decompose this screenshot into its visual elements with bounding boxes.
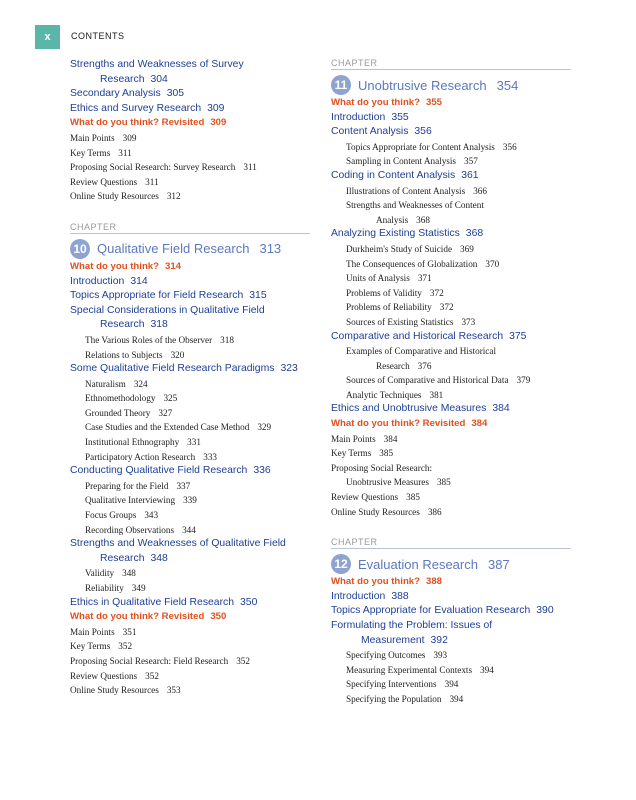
toc-entry[interactable] <box>70 131 310 146</box>
toc-entry-page-number: 323 <box>280 363 298 375</box>
toc-entry-title: Participatory Action Research <box>85 451 196 462</box>
toc-entry-page-number: 388 <box>426 576 443 588</box>
toc-entry[interactable] <box>70 333 310 348</box>
toc-entry-title: Conducting Qualitative Field Research <box>70 465 248 477</box>
toc-entry-page-number: 361 <box>461 169 479 181</box>
toc-entry[interactable] <box>70 464 310 479</box>
toc-entry-page-number: 373 <box>461 316 476 327</box>
toc-left-column <box>70 58 310 698</box>
toc-entry-title: Examples of Comparative and Historical <box>346 346 497 357</box>
toc-entry-page-number: 352 <box>236 655 250 666</box>
toc-entry-title: What do you think? <box>331 97 420 108</box>
toc-entry-page-number: 311 <box>118 147 132 158</box>
toc-entry[interactable] <box>70 566 310 581</box>
toc-entry-title: Review Questions <box>331 492 399 503</box>
toc-entry[interactable] <box>70 146 310 161</box>
toc-entry-page-number: 351 <box>122 626 137 637</box>
toc-entry[interactable] <box>70 391 310 406</box>
toc-entry[interactable] <box>331 125 571 140</box>
chapter-title: Unobtrusive Research 354 <box>358 77 519 93</box>
toc-entry-title: Qualitative Interviewing <box>85 495 176 506</box>
toc-entry-title: Ethnomethodology <box>85 393 156 404</box>
toc-entry[interactable] <box>331 505 571 520</box>
toc-entry[interactable] <box>331 330 571 345</box>
toc-entry-page-number: 376 <box>417 360 432 371</box>
page-number-badge: x <box>35 25 60 49</box>
toc-entry[interactable] <box>70 610 310 625</box>
toc-entry-title: Online Study Resources <box>331 506 420 517</box>
toc-entry-page-number: 394 <box>480 664 494 675</box>
toc-entry-page-number: 357 <box>464 156 478 167</box>
toc-entry-page-number: 370 <box>485 258 500 269</box>
toc-entry[interactable] <box>331 169 571 184</box>
toc-entry[interactable] <box>70 493 310 508</box>
toc-entry[interactable] <box>70 420 310 435</box>
toc-entry[interactable] <box>331 154 571 169</box>
toc-entry-page-number: 305 <box>166 88 185 100</box>
toc-entry-title-continued: Measurement <box>361 634 425 646</box>
toc-entry[interactable] <box>331 446 571 461</box>
toc-entry-page-number: 348 <box>150 552 168 564</box>
toc-entry[interactable] <box>70 639 310 654</box>
toc-entry-page-number: 350 <box>240 596 258 608</box>
toc-entry[interactable] <box>70 377 310 392</box>
chapter-heading[interactable] <box>70 233 310 260</box>
toc-entry-title: Formulating the Problem: Issues of <box>331 620 493 631</box>
toc-entry-title-continued: Analysis <box>376 214 409 225</box>
toc-entry[interactable] <box>331 575 571 590</box>
toc-entry-title-continued: Research <box>100 552 145 564</box>
toc-entry[interactable] <box>331 604 571 619</box>
toc-entry-title: Focus Groups <box>85 510 137 521</box>
toc-entry-page-number: 337 <box>176 480 191 491</box>
chapter-heading[interactable] <box>331 69 571 96</box>
toc-entry[interactable] <box>70 87 310 102</box>
toc-entry-page-number: 325 <box>163 393 178 404</box>
toc-entry-title: Analytic Techniques <box>346 389 422 400</box>
toc-entry-title: Comparative and Historical Research <box>331 330 504 342</box>
toc-entry-page-number: 343 <box>144 510 159 521</box>
toc-entry[interactable] <box>331 111 571 126</box>
toc-entry-title: Secondary Analysis <box>70 88 161 100</box>
chapter-number-badge: 10 <box>70 239 90 259</box>
chapter-10-entries <box>70 260 310 698</box>
toc-entry-title: Topics Appropriate for Content Analysis <box>346 141 495 152</box>
toc-entry-title: Online Study Resources <box>70 685 159 696</box>
toc-entry-title: Proposing Social Research: <box>331 462 433 473</box>
toc-entry-page-number: 320 <box>170 349 185 360</box>
toc-entry-page-number: 318 <box>150 319 168 331</box>
toc-entry-title: Strengths and Weaknesses of Qualitative Field <box>70 538 286 550</box>
toc-entry[interactable] <box>70 289 310 304</box>
toc-entry[interactable] <box>70 58 310 87</box>
toc-entry-page-number: 394 <box>444 679 459 690</box>
toc-entry-title: Validity <box>85 568 115 579</box>
toc-entry[interactable] <box>331 242 571 257</box>
toc-entry-title: Content Analysis <box>331 126 409 138</box>
toc-entry-title: Analyzing Existing Statistics <box>331 228 460 240</box>
toc-entry[interactable] <box>70 116 310 131</box>
page-header <box>0 0 636 50</box>
toc-entry-title: Proposing Social Research: Field Research <box>70 655 229 666</box>
toc-entry-page-number: 381 <box>429 389 444 400</box>
toc-entry-title: Coding in Content Analysis <box>331 169 456 181</box>
toc-entry-page-number: 315 <box>249 290 267 302</box>
toc-entry-title: Strengths and Weaknesses of Content <box>346 200 484 211</box>
toc-entry-page-number: 348 <box>122 568 136 579</box>
toc-entry-page-number: 331 <box>187 437 201 448</box>
toc-entry-title: Preparing for the Field <box>85 480 169 491</box>
toc-entry[interactable] <box>331 184 571 199</box>
toc-entry-title: Introduction <box>331 111 386 123</box>
toc-entry[interactable] <box>70 581 310 596</box>
toc-entry-page-number: 329 <box>257 422 272 433</box>
toc-entry[interactable] <box>331 461 571 490</box>
toc-entry[interactable] <box>70 508 310 523</box>
toc-entry[interactable] <box>70 683 310 698</box>
toc-entry-page-number: 314 <box>130 275 148 287</box>
toc-entry-page-number: 355 <box>426 97 443 108</box>
toc-entry-page-number: 385 <box>379 448 394 459</box>
toc-entry-page-number: 309 <box>122 132 137 143</box>
toc-entry[interactable] <box>70 479 310 494</box>
toc-entry-title: Problems of Reliability <box>346 302 432 313</box>
toc-entry[interactable] <box>331 677 571 692</box>
toc-entry-title: Ethics in Qualitative Field Research <box>70 596 235 608</box>
toc-entry-page-number: 350 <box>210 611 227 623</box>
toc-entry-page-number: 386 <box>427 506 442 517</box>
toc-entry-page-number: 311 <box>243 162 257 173</box>
toc-entry-page-number: 379 <box>516 375 531 386</box>
toc-entry-title: Special Considerations in Qualitative Field <box>70 304 265 316</box>
toc-entry[interactable] <box>70 654 310 669</box>
toc-entry-page-number: 333 <box>203 451 217 462</box>
toc-entry[interactable] <box>70 160 310 175</box>
toc-entry-title: Specifying Interventions <box>346 679 437 690</box>
toc-entry-page-number: 368 <box>465 228 484 240</box>
toc-entry-page-number: 352 <box>145 670 159 681</box>
toc-entry[interactable] <box>70 406 310 421</box>
toc-entry-title: What do you think? <box>70 260 159 272</box>
toc-entry-title: Main Points <box>70 626 115 637</box>
toc-entry[interactable] <box>70 596 310 611</box>
chapter-11-entries <box>331 96 571 519</box>
toc-entry-title: Ethics and Unobtrusive Measures <box>331 403 487 415</box>
toc-entry-title: Specifying the Population <box>346 693 442 704</box>
toc-entry-title: Units of Analysis <box>346 273 410 284</box>
toc-entry[interactable] <box>331 388 571 403</box>
toc-entry-page-number: 349 <box>131 583 146 593</box>
toc-entry[interactable] <box>70 304 310 333</box>
toc-entry-title: Key Terms <box>70 641 111 652</box>
toc-entry-page-number: 304 <box>150 73 168 85</box>
toc-entry[interactable] <box>70 450 310 465</box>
toc-entry-page-number: 339 <box>183 495 197 506</box>
toc-entry-title-continued: Research <box>100 319 145 331</box>
toc-entry-page-number: 355 <box>391 111 409 123</box>
toc-entry-title: Topics Appropriate for Field Research <box>70 290 244 302</box>
toc-entry[interactable] <box>70 102 310 117</box>
toc-entry-page-number: 388 <box>391 590 409 602</box>
toc-entry[interactable] <box>70 625 310 640</box>
chapter-number-badge: 12 <box>331 554 351 574</box>
toc-entry[interactable] <box>70 362 310 377</box>
chapter-number-badge: 11 <box>331 75 351 95</box>
toc-entry-page-number: 314 <box>165 260 182 272</box>
toc-entry[interactable] <box>331 140 571 155</box>
toc-entry[interactable] <box>70 669 310 684</box>
toc-entry-page-number: 336 <box>253 465 271 477</box>
toc-entry[interactable] <box>331 619 571 648</box>
toc-entry-page-number: 372 <box>429 287 444 298</box>
toc-entry-title: The Various Roles of the Observer <box>85 334 213 345</box>
toc-entry[interactable] <box>70 348 310 363</box>
toc-entry-title: Main Points <box>70 132 115 143</box>
toc-entry-title: Illustrations of Content Analysis <box>346 185 466 196</box>
toc-entry-title: Case Studies and the Extended Case Method <box>85 422 250 433</box>
toc-entry-title: Some Qualitative Field Research Paradigms <box>70 363 275 375</box>
chapter-page-number: 387 <box>487 556 510 572</box>
toc-entry-title: Measuring Experimental Contexts <box>346 664 473 675</box>
toc-entry[interactable] <box>70 537 310 566</box>
toc-entry-title: Durkheim's Study of Suicide <box>346 243 453 254</box>
chapter-label: CHAPTER <box>331 537 378 548</box>
toc-entry-title: Grounded Theory <box>85 407 151 418</box>
chapter-page-number: 354 <box>496 77 519 93</box>
toc-entry-title: What do you think? Revisited <box>70 611 205 623</box>
toc-entry[interactable] <box>331 315 571 330</box>
toc-entry-page-number: 356 <box>414 126 432 138</box>
toc-entry-page-number: 384 <box>383 433 398 444</box>
toc-entry-page-number: 327 <box>158 407 173 418</box>
toc-entry-page-number: 372 <box>439 302 454 313</box>
toc-entry-title: Proposing Social Research: Survey Research <box>70 162 236 173</box>
chapter-label: CHAPTER <box>70 221 117 232</box>
chapter-heading[interactable] <box>331 548 571 575</box>
chapter-page-number: 313 <box>259 241 282 257</box>
toc-entry-page-number: 312 <box>166 191 181 202</box>
toc-entry-title: Review Questions <box>70 176 138 187</box>
toc-entry-title: Reliability <box>85 583 124 593</box>
toc-entry-title: Online Study Resources <box>70 191 159 202</box>
toc-entry-title: Institutional Ethnography <box>85 437 180 448</box>
toc-entry-page-number: 324 <box>133 378 148 389</box>
toc-entry-page-number: 371 <box>417 273 432 284</box>
toc-right-column <box>331 58 571 707</box>
toc-entry[interactable] <box>331 271 571 286</box>
toc-entry-title: Ethics and Survey Research <box>70 102 202 114</box>
toc-entry-title: Relations to Subjects <box>85 349 163 360</box>
toc-entry-page-number: 385 <box>436 477 451 488</box>
toc-entry-title: Naturalism <box>85 378 126 389</box>
toc-entry[interactable] <box>70 260 310 275</box>
toc-entry[interactable] <box>331 490 571 505</box>
toc-entry[interactable] <box>331 96 571 111</box>
toc-entry-title: What do you think? Revisited <box>70 117 205 129</box>
toc-entry-title: Strengths and Weaknesses of Survey <box>70 59 244 70</box>
toc-entry-page-number: 368 <box>416 214 430 225</box>
toc-entry[interactable] <box>331 286 571 301</box>
toc-entry-page-number: 353 <box>166 685 181 696</box>
toc-entry[interactable] <box>331 373 571 388</box>
toc-entry-page-number: 384 <box>492 403 510 415</box>
toc-entry-title: Key Terms <box>331 448 372 459</box>
toc-entry-page-number: 392 <box>430 634 448 646</box>
toc-entry-title: Topics Appropriate for Evaluation Research <box>331 605 531 617</box>
toc-entry-page-number: 344 <box>182 524 196 535</box>
toc-entry-page-number: 366 <box>473 185 487 196</box>
toc-entry-page-number: 375 <box>509 330 527 342</box>
toc-entry[interactable] <box>331 257 571 272</box>
toc-entry[interactable] <box>331 198 571 227</box>
toc-entry[interactable] <box>70 275 310 290</box>
toc-entry-page-number: 352 <box>118 641 133 652</box>
toc-entry-title: Problems of Validity <box>346 287 422 298</box>
toc-entry-page-number: 309 <box>210 117 227 129</box>
toc-entry-title-continued: Unobtrusive Measures <box>346 477 429 488</box>
toc-entry-title: What do you think? Revisited <box>331 418 466 430</box>
toc-entry-page-number: 369 <box>460 243 474 254</box>
toc-entry[interactable] <box>70 175 310 190</box>
toc-entry-title: Key Terms <box>70 147 111 158</box>
toc-entry[interactable] <box>331 300 571 315</box>
toc-entry-page-number: 356 <box>502 141 517 152</box>
toc-entry-page-number: 385 <box>406 492 420 503</box>
toc-entry-title: Review Questions <box>70 670 138 681</box>
toc-entry-title: The Consequences of Globalization <box>346 258 478 269</box>
toc-entry[interactable] <box>331 227 571 242</box>
chapter-title: Evaluation Research 387 <box>358 556 510 572</box>
toc-entry[interactable] <box>331 344 571 373</box>
toc-entry-title-continued: Research <box>100 73 145 85</box>
toc-entry[interactable] <box>331 692 571 707</box>
toc-entry-page-number: 390 <box>536 605 554 617</box>
toc-entry[interactable] <box>70 435 310 450</box>
toc-entry[interactable] <box>70 189 310 204</box>
toc-entry[interactable] <box>331 402 571 417</box>
toc-entry-title: Main Points <box>331 433 376 444</box>
toc-entry-title-continued: Research <box>376 360 410 371</box>
toc-entry[interactable] <box>331 590 571 605</box>
toc-entry-title: What do you think? <box>331 576 420 588</box>
toc-entry-title: Sources of Comparative and Historical Data <box>346 375 509 386</box>
toc-entry-title: Sampling in Content Analysis <box>346 156 456 167</box>
toc-entry-page-number: 309 <box>207 102 225 114</box>
chapter-9-continued <box>70 58 310 204</box>
toc-entry[interactable] <box>70 523 310 538</box>
toc-entry-page-number: 311 <box>145 176 159 187</box>
toc-entry-page-number: 318 <box>220 334 234 345</box>
chapter-label: CHAPTER <box>331 58 378 68</box>
chapter-title: Qualitative Field Research 313 <box>97 241 282 257</box>
toc-entry-title: Introduction <box>70 275 125 287</box>
toc-entry-title: Specifying Outcomes <box>346 650 426 661</box>
toc-entry[interactable] <box>331 432 571 447</box>
chapter-12-entries <box>331 575 571 706</box>
running-header-title: CONTENTS <box>71 31 125 41</box>
toc-entry-title: Sources of Existing Statistics <box>346 316 454 327</box>
toc-entry[interactable] <box>331 417 571 432</box>
toc-entry-page-number: 394 <box>449 693 464 704</box>
toc-entry-page-number: 384 <box>471 418 488 430</box>
toc-entry-title: Introduction <box>331 590 386 602</box>
toc-entry-page-number: 393 <box>433 650 448 661</box>
toc-entry[interactable] <box>331 648 571 663</box>
toc-entry-title: Recording Observations <box>85 524 175 535</box>
toc-entry[interactable] <box>331 663 571 678</box>
